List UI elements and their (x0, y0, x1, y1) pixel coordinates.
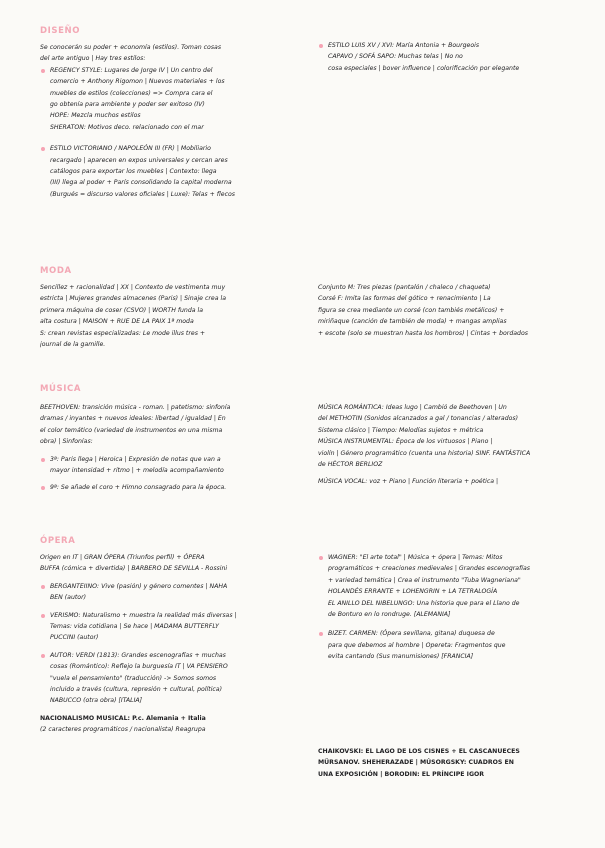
right-musica-line: de HÉCTOR BERLIOZ (318, 461, 383, 469)
opera-line: BUFFA (cómica + divertida) | BARBERO DE SEVILLA - Rossini (40, 565, 228, 573)
opera-line: "vuela el pensamiento" (traducción) -> Somos somos (50, 674, 217, 682)
opera-line: NABUCCO (otra obra) [ITALIA] (50, 697, 143, 705)
moda-line: primera máquina de coser (CSVO) | WORTH funda la (40, 306, 204, 314)
heading-diseno: DISEÑO (40, 26, 81, 36)
musica-line: el color temático (variedad de instrumentos en una misma (40, 426, 223, 434)
opera-line: BEN (autor) (50, 594, 87, 602)
right-opera-line: de Bonturo en lo rondruge. [ALEMANIA] (328, 611, 451, 619)
moda-block (40, 282, 302, 350)
right-rusia-block (318, 746, 576, 780)
right-opera-line: evita cantando (Sus manumisiones) [FRANCIA] (328, 653, 474, 661)
right-opera-line: programáticos + creaciones medievales | Grandes escenografías (328, 565, 530, 573)
diseno-block (40, 42, 302, 200)
diseno-line: catálogos para exportar los muebles | Contexto: llega (50, 168, 217, 176)
diseno-line: ESTILO VICTORIANO / NAPOLEÓN III (FR) | Mobiliario (40, 143, 302, 154)
right-musica-line: del METHOTIN (Sonidos alcanzados a gal / tonancias / alterados) (318, 415, 519, 423)
musica-line: mayor intensidad + ritmo | + melodía acompañamiento (50, 467, 224, 475)
opera-block (40, 552, 302, 736)
diseno-line: SHERATON: Motivos deco. relacionado con el mar (50, 123, 204, 131)
right-musica-line: MÚSICA VOCAL: voz + Piano | Función literaria + poética | (318, 478, 499, 486)
right-moda-line: miriñaque (canción de también de moda) + mangas amplias (318, 318, 507, 326)
right-moda-line: Corsé F: Imita las formas del gótico + renacimiento | La (318, 295, 491, 303)
diseno-line: (III) llega al poder + París consolidando la capital moderna (50, 179, 232, 187)
right-opera-line: WAGNER: "El arte total" | Música + ópera | Temas: Mitos (318, 552, 576, 563)
diseno-line: HOPE: Mezcla muchos estilos (50, 112, 141, 120)
right-moda-line: figura se crea mediante un corsé (con tambiés metálicos) + (318, 306, 505, 314)
right-moda-line: + escote (solo se muestran hasta los hombros) | Cintas + bordados (318, 329, 528, 337)
heading-musica: MÚSICA (40, 384, 82, 394)
opera-line: AUTOR: VERDI (1813): Grandes escenografías + muchas (40, 650, 302, 661)
heading-opera: ÓPERA (40, 536, 76, 546)
right-musica-line: Sistema clásico | Tiempo: Melodías sujetos + métrica (318, 426, 484, 434)
right-opera-line: BIZET. CARMEN: (Ópera sevillana, gitana) duquesa de (318, 628, 576, 639)
right-musica-line: violín | Género programático (cuenta una historia) SINF. FANTÁSTICA (318, 449, 531, 457)
diseno-line: REGENCY STYLE: Lugares de Jorge IV | Un centro del (40, 65, 302, 76)
diseno-line: comercio + Anthony Rigomon | Nuevos materiales + los (50, 78, 225, 86)
right-moda-line: Conjunto M: Tres piezas (pantalón / chaleco / chaqueta) (318, 284, 491, 291)
moda-line: S: crean revistas especializadas: Le mode illus tres + (40, 329, 206, 337)
musica-line: BEETHOVEN: transición música - roman. | patetismo: sinfonía (40, 404, 231, 411)
opera-line: incluido a través (cultura, represión + cultural, política) (50, 686, 223, 694)
musica-line: 9ª: Se añade el coro + Himno consagrado para la época. (40, 482, 302, 493)
heading-moda: MODA (40, 266, 72, 276)
opera-line: Origen en IT | GRAN ÓPERA (Triunfos perfil) + ÓPERA (40, 554, 205, 561)
moda-line: alta costura | MAISON + RUE DE LA PAIX 1ª moda (40, 318, 194, 326)
opera-line: PUCCINI (autor) (50, 634, 99, 642)
opera-line: NACIONALISMO MUSICAL: P.c. Alemania + Italia (40, 714, 206, 722)
musica-block (40, 402, 302, 494)
right-opera-line: + variedad temática | Crea el instrumento "Tuba Wagneriana" (328, 576, 521, 584)
right-top-line: cosa especiales | bover influence | colorificación por elegante (328, 64, 520, 72)
right-musica-block (318, 402, 576, 488)
right-opera-line: EL ANILLO DEL NIBELUNGO: Una historia que para el Llano de (328, 599, 520, 607)
right-rusia-line: UNA EXPOSICIÓN | BORODIN: EL PRÍNCIPE IGOR (318, 770, 485, 778)
opera-line: cosas (Romántico): Reflejo la burguesía IT | VA PENSIERO (50, 663, 228, 671)
opera-line: (2 caracteres programáticos / nacionalista) Reagrupa (40, 726, 206, 734)
right-rusia-line: MÜRSANOV. SHEHERAZADE | MÚSORGSKY: CUADROS EN (318, 759, 514, 767)
diseno-line: recargado | aparecen en expos universales y cercan ares (50, 156, 228, 164)
opera-line: BERGANTEIINO: Vive (pasión) y género comentes | NAHA (40, 581, 302, 592)
right-musica-line: MÚSICA INSTRUMENTAL: Época de los virtuosos | Piano | (318, 438, 493, 446)
right-musica-line: MÚSICA ROMÁNTICA: Ideas lugo | Cambió de Beethoven | Un (318, 404, 507, 411)
diseno-line: del arte antiguo | Hay tres estilos: (40, 55, 146, 63)
right-rusia-line: CHAIKOVSKI: EL LAGO DE LOS CISNES + EL CASCANUECES (318, 748, 520, 755)
right-top-block (318, 40, 576, 74)
moda-line: estricta | Mujeres grandes almacenes (Paris) | Sinaje crea la (40, 295, 226, 303)
opera-line: Temas: vida cotidiana | Se hace | MADAMA BUTTERFLY (50, 623, 219, 631)
musica-line: obra) | Sinfonías: (40, 438, 93, 446)
right-opera-line: para que debemos al hombre | Opereta: Fragmentos que (328, 641, 506, 649)
right-top-line: CAPAVO / SOFÁ SAPO: Muchas telas | No no (328, 53, 463, 61)
right-opera-line: HOLANDÉS ERRANTE + LOHENGRIN + LA TETRALOGÍA (328, 588, 498, 596)
musica-line: dramas / inyantes + nuevos ideales: libertad / igualdad | En (40, 415, 226, 423)
diseno-line: Se conocerán su poder + economía (estilos). Toman cosas (40, 44, 222, 51)
opera-line: VERISMO: Naturalismo + muestra la realidad más diversas | (40, 610, 302, 621)
right-top-line: ESTILO LUIS XV / XVI: María Antonia + Bourgeois (318, 40, 576, 51)
right-opera-block (318, 552, 576, 663)
musica-line: 3ª: Paris llega | Heroica | Expresión de notas que van a (40, 454, 302, 465)
diseno-line: muebles de estilos (colecciones) => Compra cara el (50, 89, 213, 97)
moda-line: journal de la gamille. (40, 341, 106, 349)
diseno-line: (Burgués = discurso valores oficiales | Luxe): Telas + flecos (50, 190, 235, 198)
diseno-line: go obtenía para ambiente y poder ser exitoso (IV) (50, 101, 205, 109)
moda-line: Sencillez + racionalidad | XX | Contexto de vestimenta muy (40, 284, 226, 291)
right-moda-block (318, 282, 576, 339)
